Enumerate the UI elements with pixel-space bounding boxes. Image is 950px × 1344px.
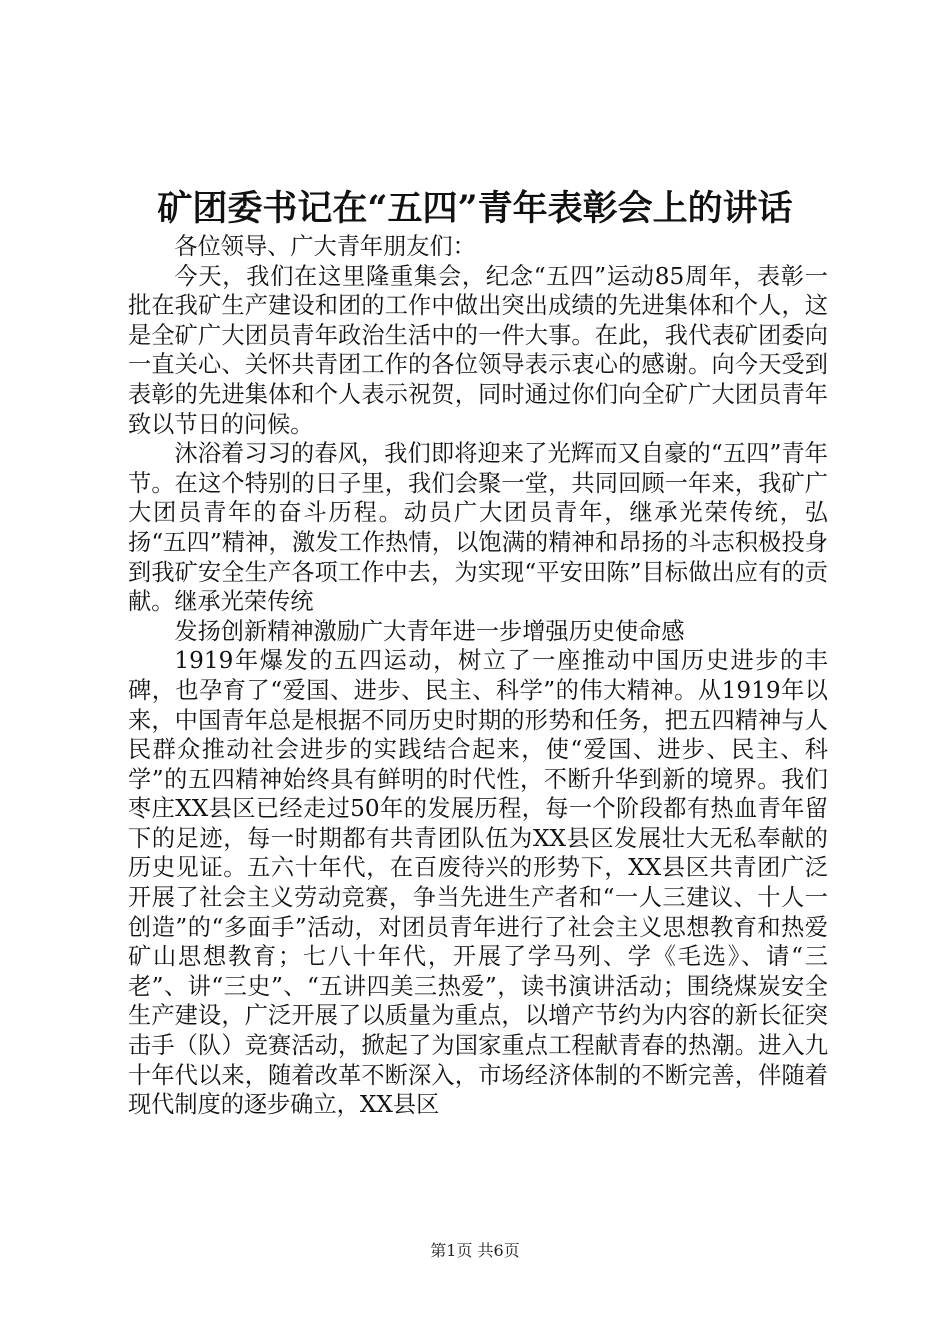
body-paragraph: 今天，我们在这里隆重集会，纪念“五四”运动85周年，表彰一批在我矿生产建设和团的工作中做出突出成绩的先进集体和个人，这是全矿广大团员青年政治生活中的一件大事。在此，我代表矿团委向一直关心、关怀共青团工作的各位领导表示衷心的感谢。向今天受到表彰的先进集体和个人表示祝贺，同时通过你们向全矿广大团员青年致以节日的问候。 (128, 262, 828, 438)
document-title: 矿团委书记在“五四”青年表彰会上的讲话 (157, 188, 793, 229)
page-footer: 第1页 共6页 (430, 1241, 520, 1260)
body-paragraph: 沐浴着习习的春风，我们即将迎来了光辉而又自豪的“五四”青年节。在这个特别的日子里，我们会聚一堂，共同回顾一年来，我矿广大团员青年的奋斗历程。动员广大团员青年，继承光荣传统，弘扬“五四”精神，激发工作热情，以饱满的精神和昂扬的斗志积极投身到我矿安全生产各项工作中去，为实现“平安田陈”目标做出应有的贡献。继承光荣传统 (128, 440, 828, 616)
document-body (128, 232, 828, 1120)
section-heading: 发扬创新精神激励广大青年进一步增强历史使命感 (174, 617, 685, 645)
body-paragraph: 1919年爆发的五四运动，树立了一座推动中国历史进步的丰碑，也孕育了“爱国、进步、民主、科学”的伟大精神。从1919年以来，中国青年总是根据不同历史时期的形势和任务，把五四精神与人民群众推动社会进步的实践结合起来，使“爱国、进步、民主、科学”的五四精神始终具有鲜明的时代性，不断升华到新的境界。我们枣庄XX县区已经走过50年的发展历程，每一个阶段都有热血青年留下的足迹，每一时期都有共青团队伍为XX县区发展壮大无私奉献的历史见证。五六十年代，在百废待兴的形势下，XX县区共青团广泛开展了社会主义劳动竞赛，争当先进生产者和“一人三建议、十人一创造”的“多面手”活动，对团员青年进行了社会主义思想教育和热爱矿山思想教育；七八十年代，开展了学马列、学《毛选》、请“三老”、讲“三史”、“五讲四美三热爱”，读书演讲活动；围绕煤炭安全生产建设，广泛开展了以质量为重点，以增产节约为内容的新长征突击手（队）竞赛活动，掀起了为国家重点工程献青春的热潮。进入九十年代以来，随着改革不断深入，市场经济体制的不断完善，伴随着现代制度的逐步确立，XX县区 (128, 647, 828, 1119)
salutation-paragraph: 各位领导、广大青年朋友们： (174, 233, 476, 260)
